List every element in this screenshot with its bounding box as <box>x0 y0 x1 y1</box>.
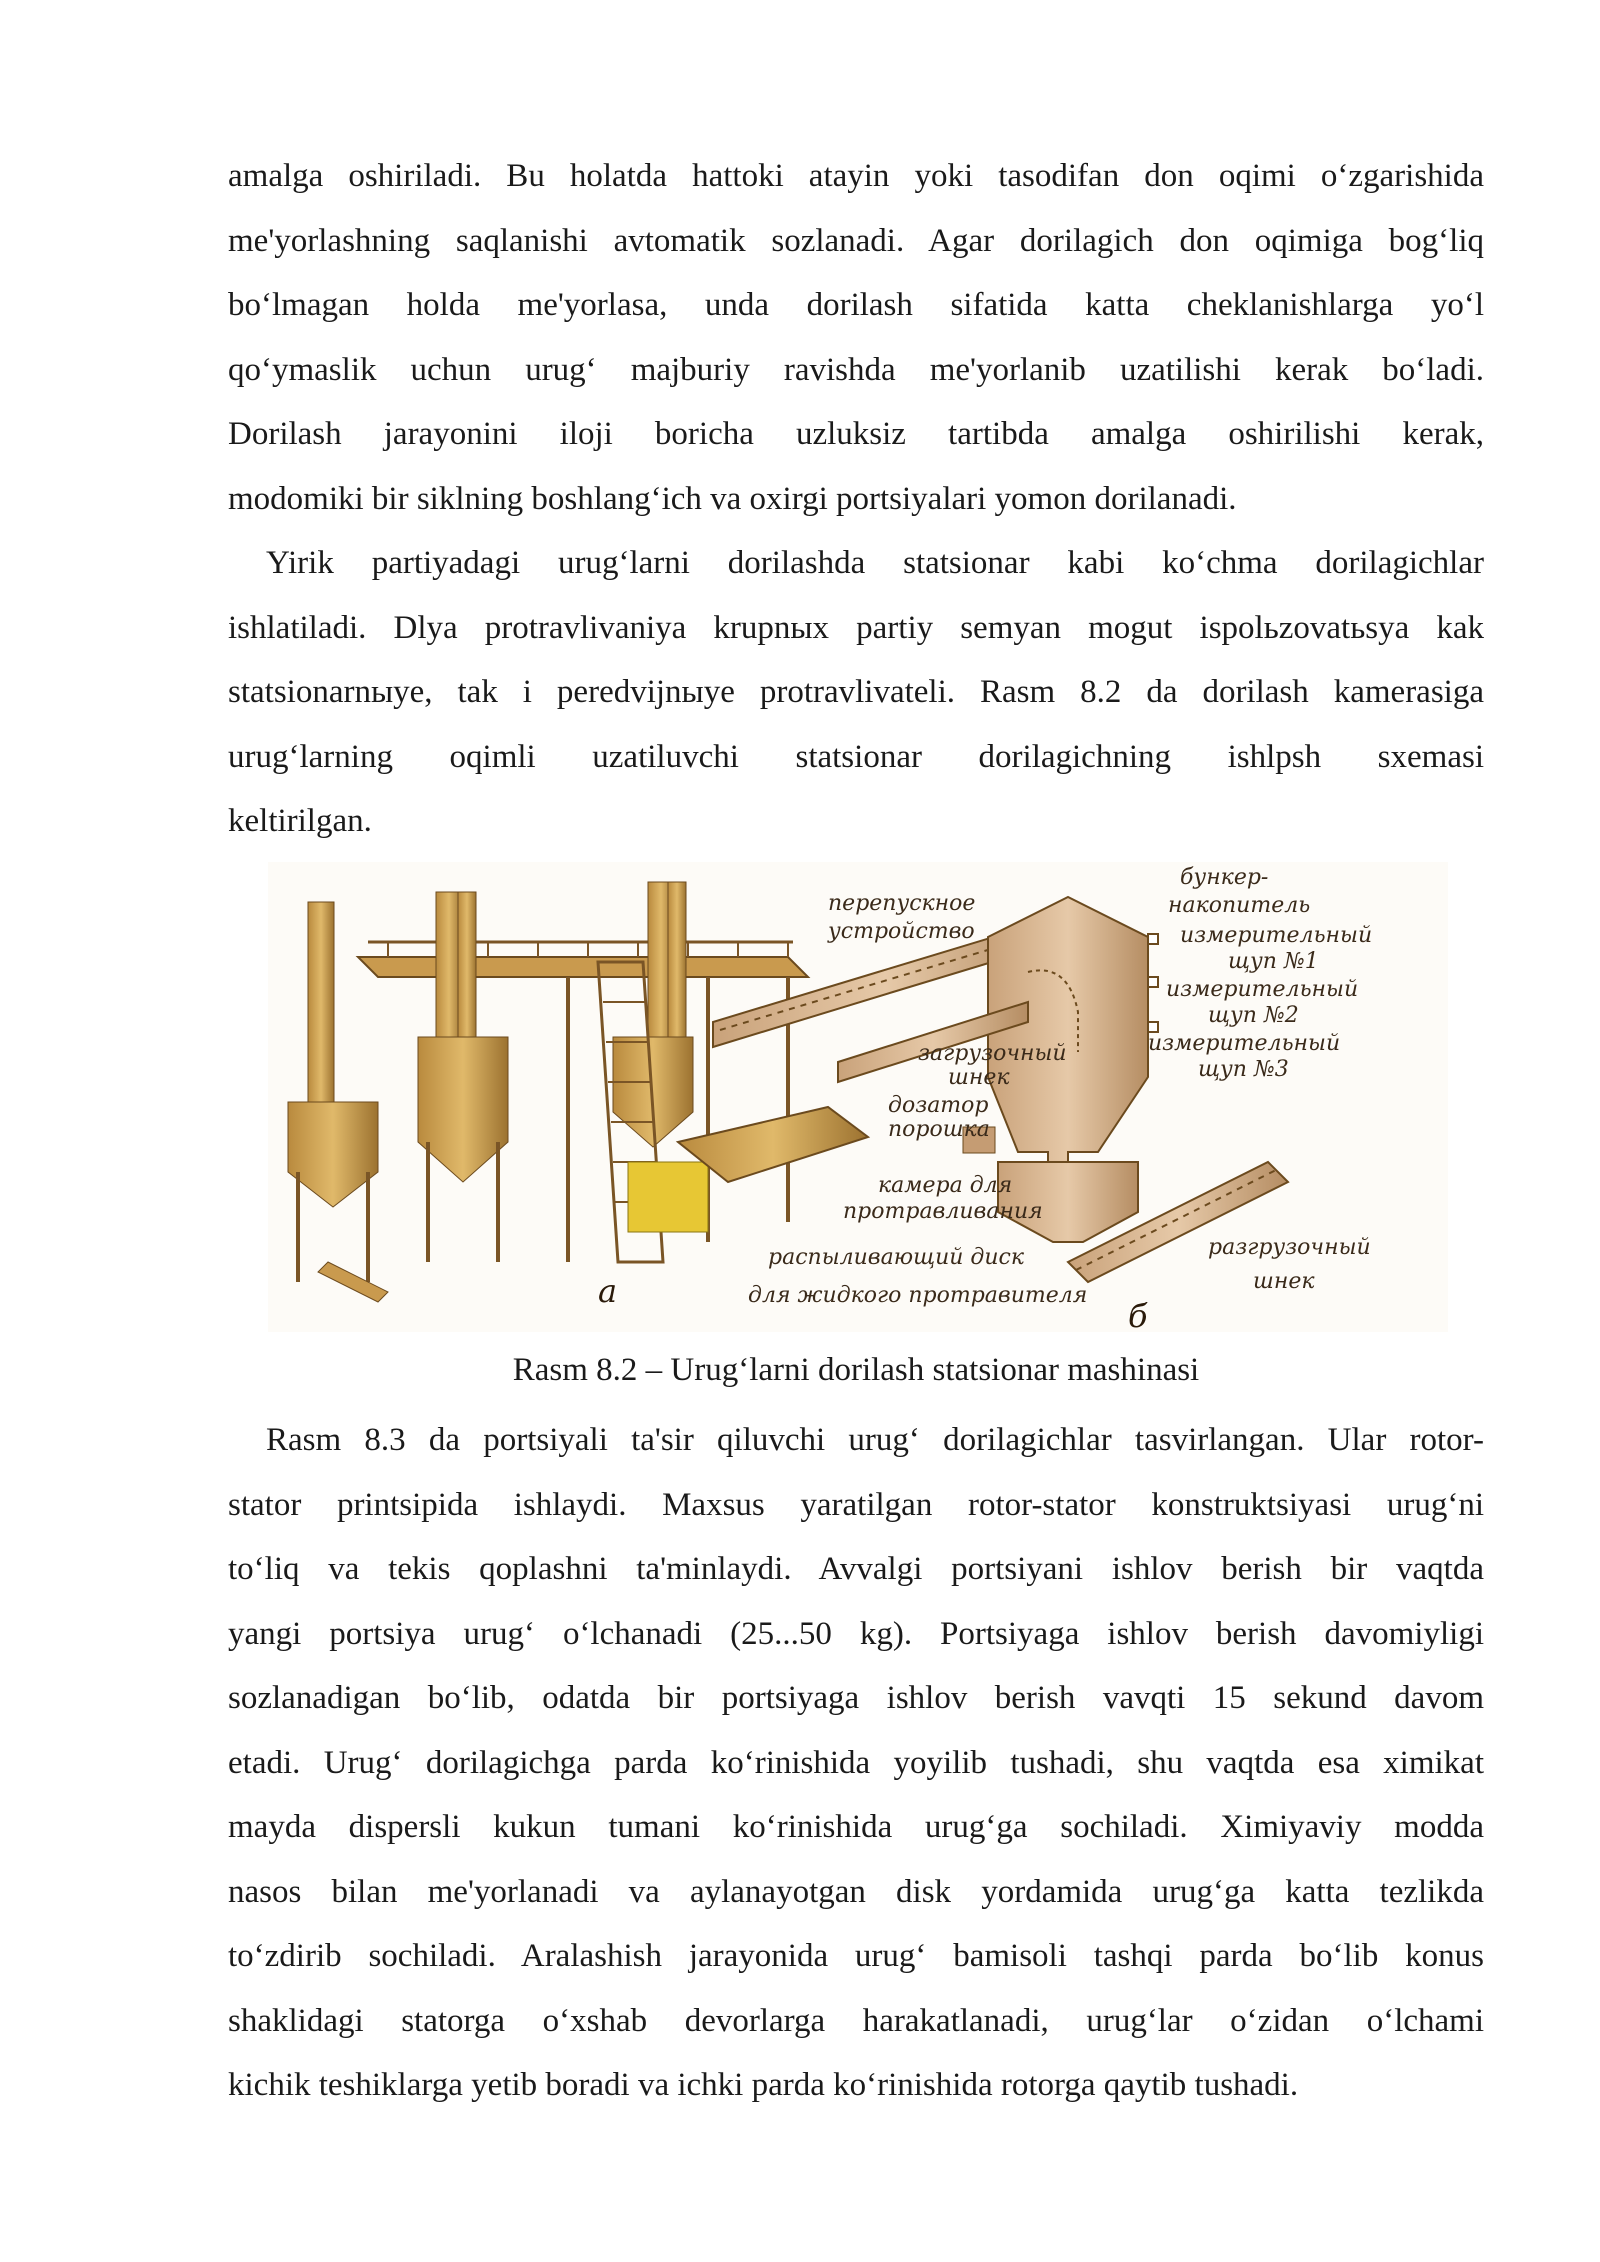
text-line: amalga oshiriladi. Bu holatda hattoki atayin yoki tasodifan don oqimi o‘zgarishida <box>228 158 1484 194</box>
label-zagruz-2: шнек <box>948 1065 1010 1090</box>
label-dozator-2: порошка <box>888 1117 990 1142</box>
text-line: shaklidagi statorga o‘xshab devorlarga harakatlanadi, urug‘lar o‘zidan o‘lchami <box>228 2002 1484 2039</box>
figure-illustration <box>268 862 1448 1332</box>
text-line: Yirik partiyadagi urug‘larni dorilashda statsionar kabi ko‘chma dorilagichlar <box>266 545 1484 581</box>
text-line: yangi portsiya urug‘ o‘lchanadi (25...50 kg). Portsiyaga ishlov berish davomiyligi <box>228 1615 1484 1652</box>
text-line: qo‘ymaslik uchun urug‘ majburiy ravishda me'yorlanib uzatilishi kerak bo‘ladi. <box>228 351 1484 388</box>
label-shchup2-2: щуп №2 <box>1208 1003 1299 1028</box>
label-perepusk-1: перепускное <box>828 891 976 916</box>
text-line: ishlatiladi. Dlya protravlivaniya krupnых partiy semyan mogut ispolьzovatьsya kak <box>228 609 1484 646</box>
label-razgruz-2: шнек <box>1253 1269 1315 1294</box>
label-perepusk-2: устройство <box>828 919 975 944</box>
text-line: sozlanadigan bo‘lib, odatda bir portsiyaga ishlov berish vavqti 15 sekund davom <box>228 1680 1484 1716</box>
label-shchup1-2: щуп №1 <box>1228 949 1319 974</box>
label-shchup3-2: щуп №3 <box>1198 1057 1289 1082</box>
label-kamera-2: протравливания <box>843 1199 1043 1224</box>
text-line: keltirilgan. <box>228 803 372 839</box>
text-line: kichik teshiklarga yetib boradi va ichki parda ko‘rinishida rotorga qaytib tushadi. <box>228 2067 1299 2103</box>
text-line: bo‘lmagan holda me'yorlasa, unda dorilash sifatida katta cheklanishlarga yo‘l <box>228 287 1484 323</box>
figure-seed-treater <box>268 862 1448 1332</box>
label-shchup2-1: измерительный <box>1166 977 1359 1002</box>
figure-caption: Rasm 8.2 – Urug‘larni dorilash statsionar mashinasi <box>512 1352 1200 1388</box>
label-shchup1-1: измерительный <box>1180 923 1373 948</box>
text-line: Dorilash jarayonini iloji boricha uzluksiz tartibda amalga oshirilishi kerak, <box>228 416 1484 452</box>
label-bunker-2: накопитель <box>1168 893 1311 918</box>
text-line: urug‘larning oqimli uzatiluvchi statsionar dorilagichning ishlpsh sxemasi <box>228 738 1484 775</box>
label-shchup3-1: измерительный <box>1148 1031 1341 1056</box>
paragraph <box>228 144 1484 531</box>
label-bunker-1: бункер- <box>1180 865 1269 890</box>
label-kamera-1: камера для <box>878 1173 1013 1198</box>
text-line: nasos bilan me'yorlanadi va aylanayotgan disk yordamida urug‘ga katta tezlikda <box>228 1873 1484 1910</box>
paragraph <box>228 531 1484 854</box>
label-dozator-1: дозатор <box>888 1093 989 1118</box>
paragraph <box>228 1408 1484 2118</box>
text-line: me'yorlashning saqlanishi avtomatik sozlanadi. Agar dorilagich don oqimiga bog‘liq <box>228 222 1484 259</box>
label-b: б <box>1128 1297 1148 1332</box>
text-line: to‘zdirib sochiladi. Aralashish jarayonida urug‘ bamisoli tashqi parda bo‘lib konus <box>228 1938 1484 1974</box>
text-line: Rasm 8.3 da portsiyali ta'sir qiluvchi urug‘ dorilagichlar tasvirlangan. Ular rotor- <box>266 1422 1484 1458</box>
label-a: а <box>598 1272 618 1310</box>
text-block-top <box>228 144 1484 854</box>
text-line: modomiki bir siklning boshlang‘ich va oxirgi portsiyalari yomon dorilanadi. <box>228 480 1237 517</box>
text-line: mayda dispersli kukun tumani ko‘rinishida urug‘ga sochiladi. Ximiyaviy modda <box>228 1809 1484 1845</box>
label-razgruz-1: разгрузочный <box>1208 1235 1371 1260</box>
label-disk-2: для жидкого протравителя <box>748 1283 1088 1308</box>
text-line: to‘liq va tekis qoplashni ta'minlaydi. Avvalgi portsiyani ishlov berish bir vaqtda <box>228 1551 1484 1587</box>
label-disk-1: распыливающий диск <box>768 1245 1024 1270</box>
text-block-bottom <box>228 1408 1484 2118</box>
text-line: stator printsipida ishlaydi. Maxsus yaratilgan rotor-stator konstruktsiyasi urug‘ni <box>228 1486 1484 1523</box>
text-line: statsionarnыye, tak i peredvijnыye protravlivateli. Rasm 8.2 da dorilash kamerasiga <box>228 674 1484 710</box>
text-line: etadi. Urug‘ dorilagichga parda ko‘rinishida yoyilib tushadi, shu vaqtda esa ximikat <box>228 1744 1484 1781</box>
label-zagruz-1: загрузочный <box>918 1041 1067 1066</box>
